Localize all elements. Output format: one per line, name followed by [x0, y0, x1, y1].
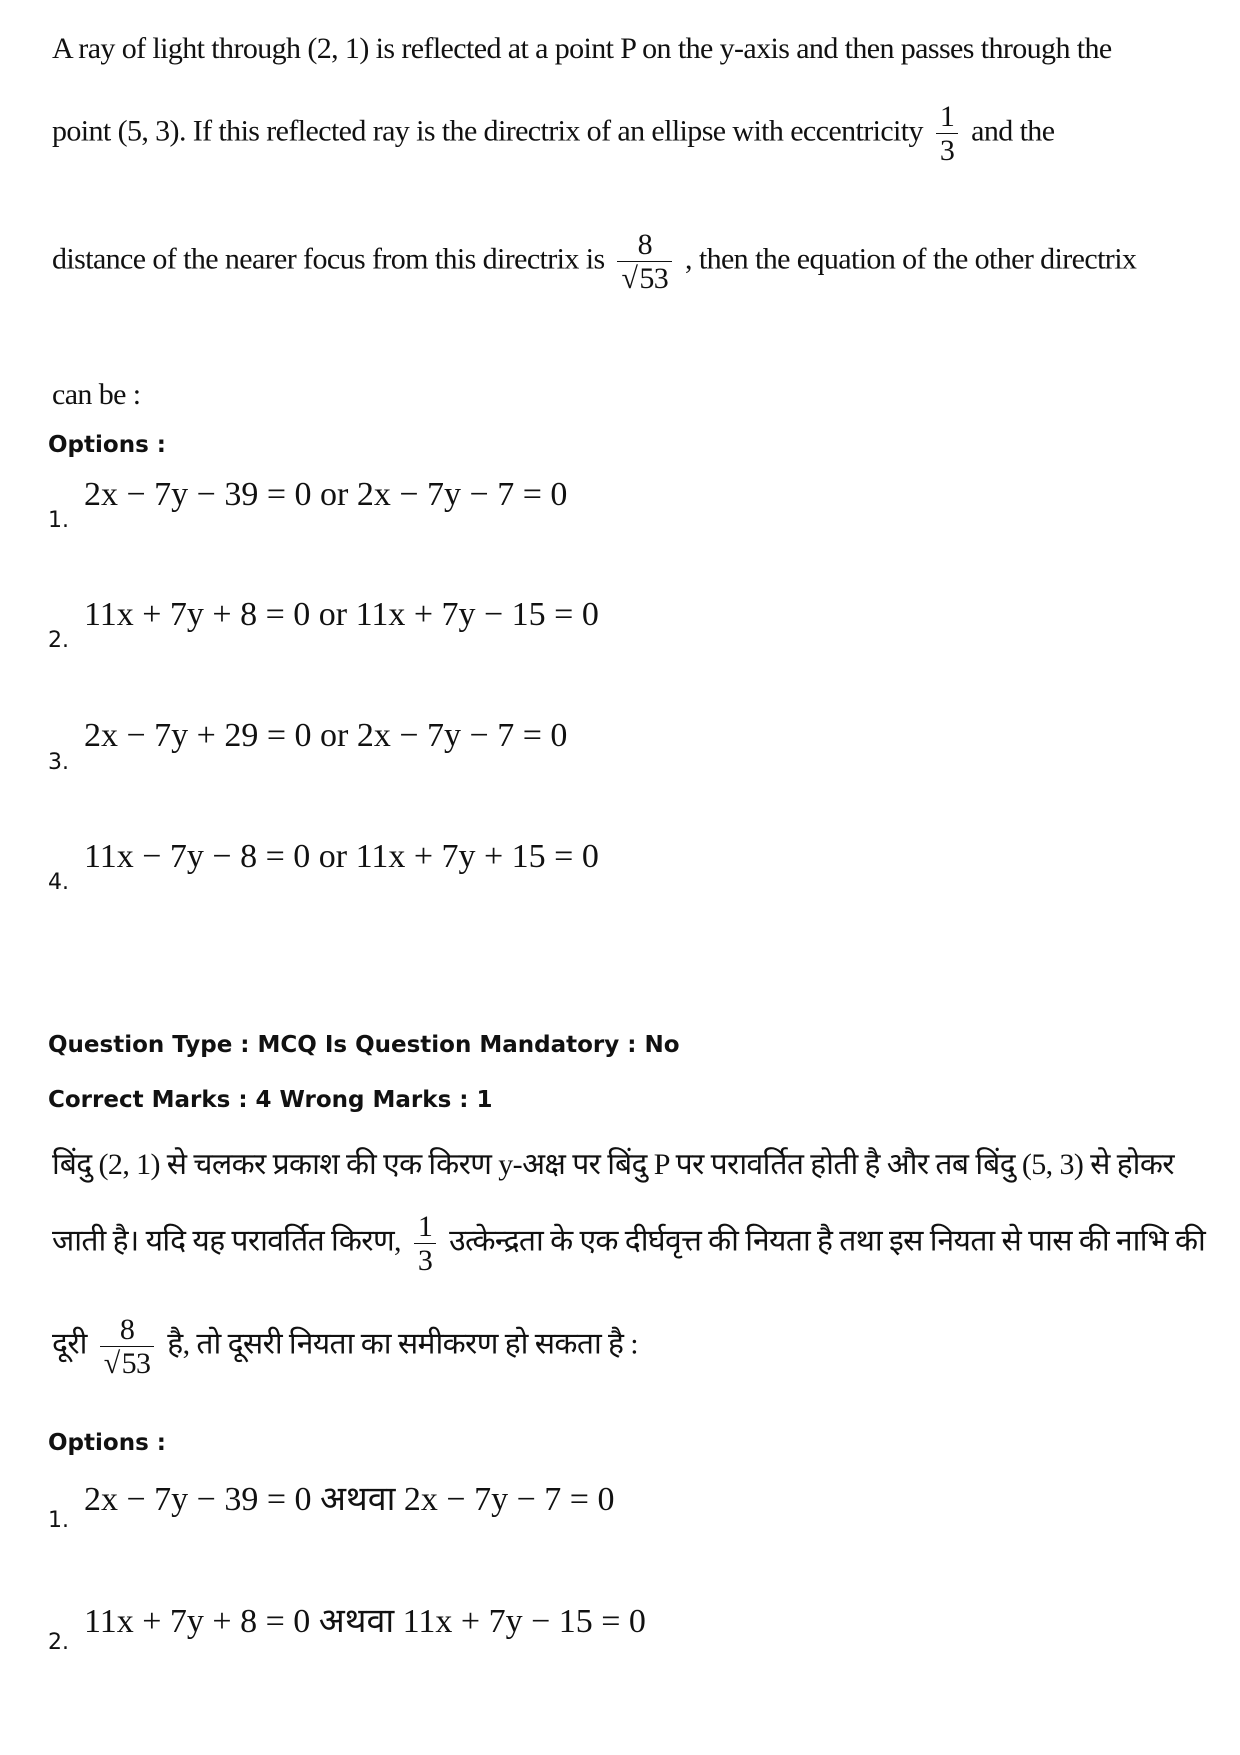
options-heading: Options :	[48, 1430, 166, 1456]
question-en-line-2	[52, 100, 1054, 167]
question-en-line-3-end: , then the equation of the other directrix	[685, 242, 1137, 276]
question-en-line-2-end: and the	[971, 114, 1055, 148]
fraction-denominator: 3	[414, 1243, 436, 1277]
question-hi-line-2	[52, 1210, 1205, 1277]
fraction-denominator	[100, 1346, 155, 1380]
question-en-line-2-text: point (5, 3). If this reflected ray is the directrix of an ellipse with eccentricity	[52, 114, 923, 148]
eccentricity-fraction	[936, 100, 958, 167]
question-hi-line-1: बिंदु (2, 1) से चलकर प्रकाश की एक किरण y-अक्ष पर बिंदु P पर परावर्तित होती है और तब बिंदु (5, 3) से होकर	[52, 1148, 1174, 1181]
question-en-line-3-text: distance of the nearer focus from this directrix is	[52, 242, 605, 276]
fraction-numerator: 1	[939, 100, 955, 133]
fraction-denominator	[617, 261, 672, 295]
option-equation[interactable]: 11x + 7y + 8 = 0 अथवा 11x + 7y − 15 = 0	[84, 1603, 646, 1640]
option-equation[interactable]: 2x − 7y − 39 = 0 अथवा 2x − 7y − 7 = 0	[84, 1481, 615, 1518]
fraction-numerator: 1	[417, 1210, 433, 1243]
marks-line: Correct Marks : 4 Wrong Marks : 1	[48, 1087, 493, 1113]
option-number: 3.	[48, 750, 69, 775]
option-equation[interactable]: 11x − 7y − 8 = 0 or 11x + 7y + 15 = 0	[84, 838, 599, 875]
sqrt-radicand: 53	[121, 1347, 151, 1380]
question-hi-line-3	[52, 1313, 638, 1380]
question-hi-line-3-text: दूरी	[52, 1327, 87, 1361]
option-number: 2.	[48, 1630, 69, 1655]
question-hi-line-2-end: उत्केन्द्रता के एक दीर्घवृत्त की नियता है तथा इस नियता से पास की नाभि की	[449, 1224, 1206, 1258]
option-number: 2.	[48, 628, 69, 653]
option-number: 4.	[48, 870, 69, 895]
eccentricity-fraction	[414, 1210, 436, 1277]
fraction-denominator: 3	[936, 133, 958, 167]
question-type-line: Question Type : MCQ Is Question Mandatory : No	[48, 1032, 680, 1058]
distance-fraction	[100, 1313, 155, 1380]
distance-fraction	[617, 228, 672, 295]
option-equation[interactable]: 2x − 7y − 39 = 0 or 2x − 7y − 7 = 0	[84, 476, 568, 513]
sqrt-sign: √	[103, 1347, 120, 1380]
sqrt-sign: √	[621, 262, 638, 295]
fraction-numerator: 8	[119, 1313, 135, 1346]
option-number: 1.	[48, 508, 69, 533]
options-heading: Options :	[48, 432, 166, 458]
option-equation[interactable]: 11x + 7y + 8 = 0 or 11x + 7y − 15 = 0	[84, 596, 599, 633]
sqrt-radicand: 53	[639, 262, 669, 295]
fraction-numerator: 8	[637, 228, 652, 261]
question-en-line-4: can be :	[52, 378, 141, 411]
question-en-line-1: A ray of light through (2, 1) is reflected at a point P on the y-axis and then passes through the	[52, 32, 1112, 65]
question-en-line-3	[52, 228, 1136, 295]
question-hi-line-2-text: जाती है। यदि यह परावर्तित किरण,	[52, 1224, 401, 1258]
option-number: 1.	[48, 1508, 69, 1533]
question-hi-line-3-end: है, तो दूसरी नियता का समीकरण हो सकता है :	[167, 1327, 638, 1361]
option-equation[interactable]: 2x − 7y + 29 = 0 or 2x − 7y − 7 = 0	[84, 717, 568, 754]
